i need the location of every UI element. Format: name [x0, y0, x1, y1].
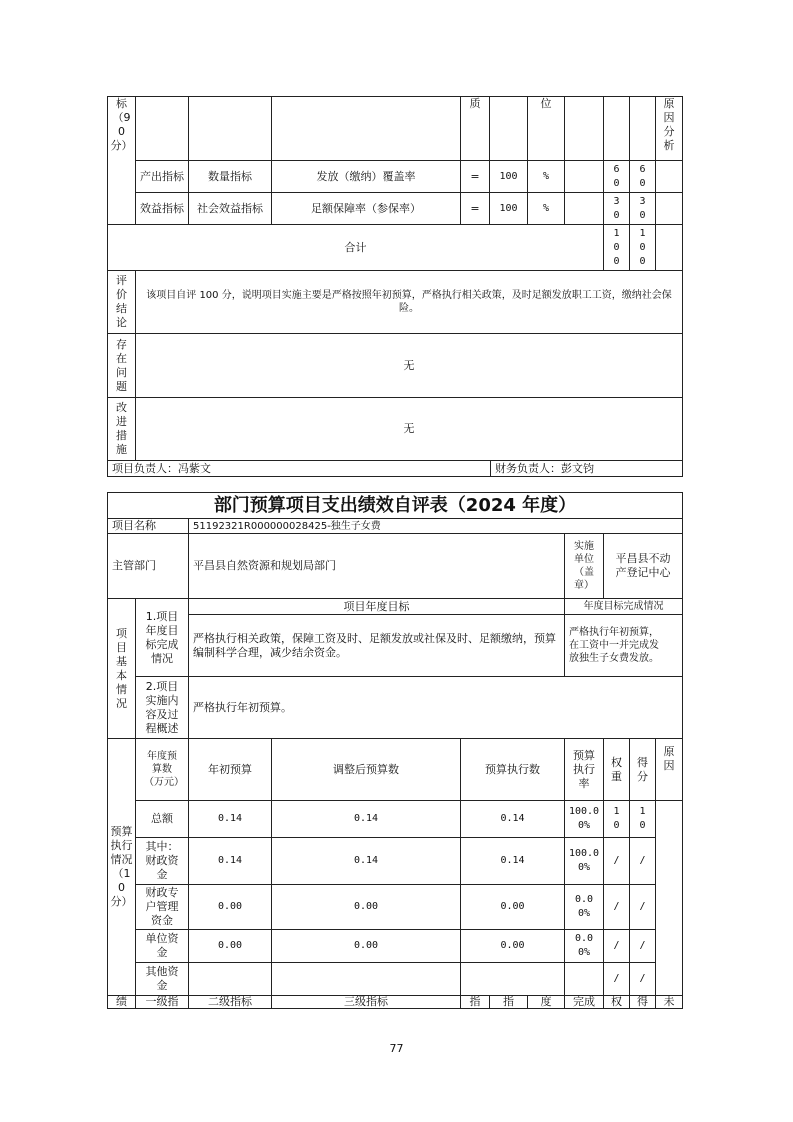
impl-unit-value	[603, 533, 683, 599]
budget-adjusted-text: 0.00	[353, 940, 379, 951]
header-blank-cell	[629, 96, 656, 161]
budget-row-label	[135, 837, 189, 885]
dept-value	[188, 533, 565, 599]
header-blank-cell	[564, 96, 604, 161]
total-weight-text: 100	[613, 227, 620, 267]
budget-weight	[603, 837, 630, 885]
improvements-text	[135, 397, 683, 461]
budget-weight-text: 10	[613, 806, 620, 831]
budget-rate	[564, 837, 604, 885]
budget-header-rate	[564, 738, 604, 801]
target-cell	[489, 192, 528, 225]
budget-initial	[188, 962, 272, 996]
level2-text: 数量指标	[208, 169, 252, 183]
budget-header-adjusted-text: 调整后预算数	[333, 762, 399, 776]
impl-process-label-text: 2.项目实施内容及过程概述	[145, 679, 179, 735]
total-score	[629, 224, 656, 271]
header-unit-text: 位	[540, 97, 552, 110]
improvements-label-text: 改进措施	[116, 401, 127, 456]
perf-header-text: 权	[611, 995, 622, 1008]
budget-weight	[603, 884, 630, 930]
project-leader-text: 项目负责人：冯紫文	[112, 461, 211, 475]
goal-content: 严格执行相关政策，保障工资及时、足额发放或社保及时、足额缴纳，预算编制科学合理，减少结余资金。	[193, 631, 556, 659]
impl-unit-label-text: 实施单位（盖章）	[574, 541, 594, 591]
budget-initial	[188, 837, 272, 885]
budget-executed	[460, 800, 565, 838]
goal-done-text	[564, 614, 683, 677]
evaluation-label	[107, 270, 136, 334]
budget-score	[629, 800, 656, 838]
dept-text: 平昌县自然资源和规划局部门	[193, 559, 336, 572]
budget-row-label	[135, 800, 189, 838]
budget-header-score-text: 得分	[637, 755, 648, 783]
impl-process-content: 严格执行年初预算。	[193, 700, 292, 714]
header-unit	[527, 96, 565, 161]
budget-adjusted	[271, 884, 461, 930]
goal-header-text: 项目年度目标	[343, 599, 410, 613]
budget-weight	[603, 962, 630, 996]
budget-reason-cell	[655, 800, 683, 996]
budget-executed-text: 0.00	[500, 901, 525, 912]
perf-header-cell	[655, 995, 683, 1009]
level2-cell	[188, 192, 272, 225]
perf-header-text: 一级指	[145, 995, 179, 1008]
basic-situation-label	[107, 598, 136, 739]
actual-cell	[564, 160, 604, 193]
level2-text: 社会效益指标	[197, 201, 263, 215]
budget-rate-text: 0.00%	[574, 894, 594, 919]
budget-initial	[188, 800, 272, 838]
perf-header-cell	[271, 995, 461, 1009]
budget-adjusted-text: 0.14	[353, 813, 379, 824]
budget-row-label-text: 单位资金	[145, 932, 179, 959]
header-blank-cell	[271, 96, 461, 161]
budget-header-executed-text: 预算执行数	[485, 762, 540, 776]
page-number: 77	[389, 1042, 404, 1055]
unit-cell	[527, 160, 565, 193]
perf-header-cell	[107, 995, 136, 1009]
budget-rate-text: 0.00%	[574, 933, 594, 958]
budget-score	[629, 837, 656, 885]
header-blank-cell	[489, 96, 528, 161]
impl-unit-text: 平昌县不动产登记中心	[615, 552, 671, 579]
budget-weight-text: /	[613, 901, 620, 912]
budget-executed-text: 0.00	[500, 940, 525, 951]
perf-header-text: 绩	[116, 995, 127, 1008]
operator-text: =	[470, 201, 480, 215]
budget-rate-text: 100.00%	[568, 848, 600, 873]
header-blank-cell	[135, 96, 189, 161]
budget-score-text: /	[639, 901, 646, 912]
budget-header-executed	[460, 738, 565, 801]
unit-text: %	[542, 170, 550, 182]
project-name-label-text: 项目名称	[112, 519, 156, 532]
operator-cell	[460, 192, 490, 225]
reason-cell	[655, 192, 683, 225]
header-reason-text: 原因分析	[663, 97, 675, 152]
budget-rate	[564, 962, 604, 996]
budget-initial-text: 0.14	[217, 855, 243, 866]
budget-adjusted-text: 0.00	[353, 901, 379, 912]
header-quality	[460, 96, 490, 161]
budget-row-label	[135, 929, 189, 963]
unit-cell	[527, 192, 565, 225]
budget-adjusted	[271, 837, 461, 885]
perf-header-text: 得	[637, 995, 648, 1008]
budget-header-adjusted	[271, 738, 461, 801]
weight-text: 60	[613, 163, 620, 189]
perf-header-text: 二级指标	[208, 995, 252, 1008]
level1-cell	[135, 160, 189, 193]
budget-score	[629, 962, 656, 996]
level3-text: 足额保障率（参保率）	[311, 201, 421, 215]
level3-text: 发放（缴纳）覆盖率	[316, 169, 416, 183]
budget-header-weight-text: 权重	[611, 755, 622, 783]
budget-score-text: /	[639, 940, 646, 951]
budget-score-text: 10	[639, 806, 646, 831]
perf-header-text: 三级指标	[344, 995, 388, 1008]
budget-header-initial-text: 年初预算	[208, 762, 252, 776]
budget-row-label-text: 其中：财政资金	[145, 840, 179, 881]
goal-done-content: 严格执行年初预算，在工资中一并完成发放独生子女费发放。	[569, 627, 659, 664]
perf-header-cell	[629, 995, 656, 1009]
budget-header-reason	[655, 738, 683, 801]
budget-score	[629, 884, 656, 930]
budget-header-score	[629, 738, 656, 801]
score-text: 60	[639, 163, 646, 189]
budget-rate-text: 100.00%	[568, 806, 600, 831]
impl-unit-label	[564, 533, 604, 599]
budget-row-label-text: 总额	[151, 812, 173, 825]
budget-exec-label	[107, 738, 136, 996]
side-label-text: 标（90分）	[110, 97, 133, 152]
budget-adjusted-text: 0.14	[353, 855, 379, 866]
perf-header-cell	[489, 995, 528, 1009]
budget-weight-text: /	[613, 940, 620, 951]
budget-weight	[603, 929, 630, 963]
budget-score-text: /	[639, 855, 646, 866]
perf-header-cell	[188, 995, 272, 1009]
budget-initial-text: 0.14	[217, 813, 243, 824]
budget-executed	[460, 929, 565, 963]
perf-header-text: 指	[503, 995, 514, 1008]
budget-initial-text: 0.00	[217, 901, 243, 912]
budget-executed-text: 0.14	[500, 855, 525, 866]
perf-header-cell	[135, 995, 189, 1009]
header-quality-text: 质	[469, 97, 481, 110]
goal-done-header-text: 年度目标完成情况	[583, 601, 664, 612]
performance-side-label	[107, 96, 136, 225]
level1-text: 效益指标	[140, 201, 184, 215]
level3-cell	[271, 192, 461, 225]
finance-leader-text: 财务负责人：彭文钧	[495, 461, 594, 475]
budget-initial	[188, 884, 272, 930]
budget-rate	[564, 800, 604, 838]
perf-header-text: 完成	[573, 995, 595, 1008]
goal-text	[188, 614, 565, 677]
budget-initial	[188, 929, 272, 963]
finance-leader	[490, 460, 683, 477]
budget-executed-text: 0.14	[500, 813, 525, 824]
operator-text: =	[470, 169, 480, 183]
budget-row-label	[135, 962, 189, 996]
total-score-text: 100	[639, 227, 646, 267]
budget-executed	[460, 962, 565, 996]
actual-cell	[564, 192, 604, 225]
budget-row-label-text: 其他资金	[145, 965, 179, 992]
weight-cell	[603, 192, 630, 225]
goal-header	[188, 598, 565, 615]
weight-cell	[603, 160, 630, 193]
header-reason	[655, 96, 683, 161]
evaluation-text	[135, 270, 683, 334]
goal-done-header	[564, 598, 683, 615]
evaluation-label-text: 评价结论	[116, 274, 127, 329]
budget-adjusted	[271, 800, 461, 838]
budget-header-rate-text: 预算执行率	[573, 748, 595, 790]
header-blank-cell	[603, 96, 630, 161]
budget-exec-label-text: 预算执行情况（10分）	[110, 825, 133, 908]
total-label-text: 合计	[344, 240, 367, 254]
problems-label	[107, 333, 136, 398]
target-text: 100	[499, 202, 518, 214]
level3-cell	[271, 160, 461, 193]
problems-label-text: 存在问题	[116, 337, 127, 393]
operator-cell	[460, 160, 490, 193]
budget-rate	[564, 929, 604, 963]
perf-header-cell	[564, 995, 604, 1009]
perf-header-text: 未	[663, 995, 675, 1008]
total-label	[107, 224, 604, 271]
perf-header-cell	[527, 995, 565, 1009]
budget-row-label-text: 财政专户管理资金	[145, 886, 179, 927]
budget-header-year	[135, 738, 189, 801]
evaluation-content: 该项目自评 100 分，说明项目实施主要是严格按照年初预算，严格执行相关政策，及时足额发放职工工资，缴纳社会保险。	[146, 290, 672, 314]
budget-header-reason-text: 原因	[663, 745, 675, 772]
budget-header-initial	[188, 738, 272, 801]
level2-cell	[188, 160, 272, 193]
level1-text: 产出指标	[140, 169, 184, 183]
score-cell	[629, 192, 656, 225]
problems-text	[135, 333, 683, 398]
budget-executed	[460, 884, 565, 930]
budget-header-year-text: 年度预算数（万元）	[144, 751, 184, 788]
table-title-text: 部门预算项目支出绩效自评表（2024 年度）	[213, 494, 577, 516]
improvements-label	[107, 397, 136, 461]
project-name-value	[188, 518, 683, 534]
target-cell	[489, 160, 528, 193]
weight-text: 30	[613, 195, 620, 221]
budget-weight-text: /	[613, 973, 620, 984]
project-name-label	[107, 518, 189, 534]
target-text: 100	[499, 170, 518, 182]
header-blank-cell	[188, 96, 272, 161]
goal-label	[135, 598, 189, 677]
budget-initial-text: 0.00	[217, 940, 243, 951]
level1-cell	[135, 192, 189, 225]
budget-score-text: /	[639, 973, 646, 984]
budget-rate	[564, 884, 604, 930]
dept-label	[107, 533, 189, 599]
score-cell	[629, 160, 656, 193]
unit-text: %	[542, 202, 550, 214]
total-reason	[655, 224, 683, 271]
budget-adjusted	[271, 929, 461, 963]
perf-header-cell	[603, 995, 630, 1009]
budget-weight	[603, 800, 630, 838]
table-title	[107, 492, 683, 519]
budget-score	[629, 929, 656, 963]
goal-label-text: 1.项目年度目标完成情况	[145, 609, 179, 665]
basic-situation-label-text: 项目基本情况	[116, 626, 127, 710]
budget-row-label	[135, 884, 189, 930]
project-leader	[107, 460, 491, 477]
perf-header-text: 度	[540, 995, 552, 1008]
problems-content: 无	[403, 358, 415, 372]
budget-weight-text: /	[613, 855, 620, 866]
reason-cell	[655, 160, 683, 193]
project-name-text: 51192321R000000028425-独生子女费	[193, 520, 381, 532]
perf-header-text: 指	[469, 995, 481, 1008]
budget-adjusted	[271, 962, 461, 996]
impl-process-label	[135, 676, 189, 739]
budget-executed	[460, 837, 565, 885]
impl-process-text	[188, 676, 683, 739]
total-weight	[603, 224, 630, 271]
score-text: 30	[639, 195, 646, 221]
dept-label-text: 主管部门	[112, 559, 156, 572]
perf-header-cell	[460, 995, 490, 1009]
improvements-content: 无	[403, 422, 415, 435]
budget-header-weight	[603, 738, 630, 801]
